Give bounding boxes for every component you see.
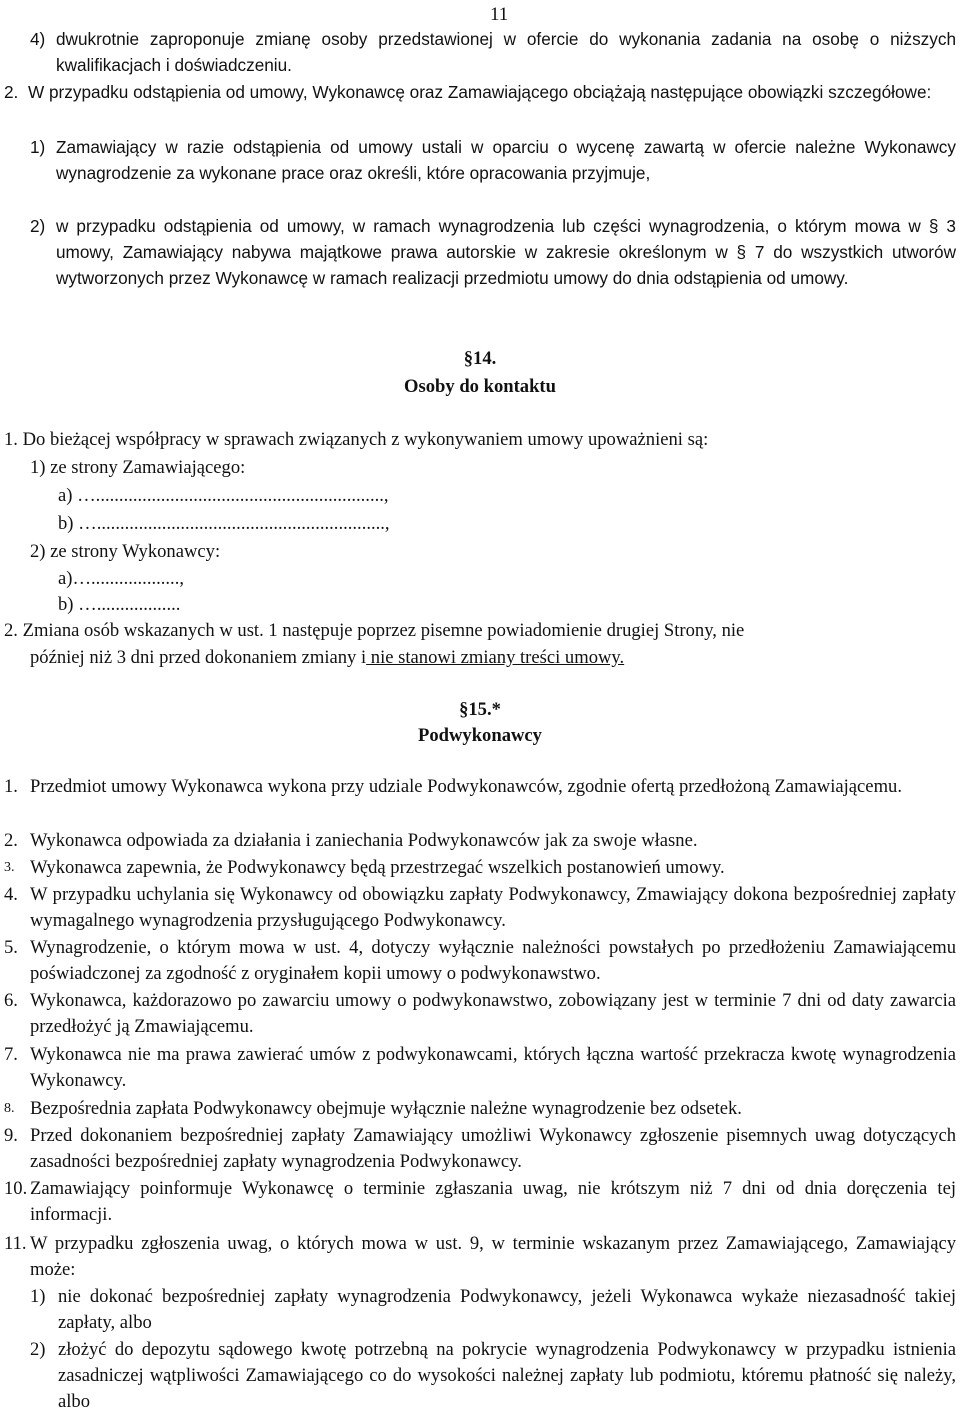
item-number: 2) — [30, 1339, 46, 1360]
item-number: 1. — [4, 776, 18, 797]
item-number: 1) — [30, 1286, 46, 1307]
item-text: W przypadku zgłoszenia uwag, o których mowa w ust. 9, w terminie wskazanym przez Zamawiającego, Zamawiający może: — [30, 1233, 956, 1280]
list-item: b) ….................. — [58, 594, 181, 615]
list-item — [30, 134, 956, 186]
list-item: a)…..................., — [58, 568, 185, 589]
section-number: §15.* — [459, 699, 501, 720]
list-item: a) ….............................................................., — [58, 485, 389, 506]
item-number: 5. — [4, 937, 18, 958]
item-text: dwukrotnie zaproponuje zmianę osoby przedstawionej w ofercie do wykonania zadania na osobę o niższych kwalifikacjach i doświadczeniu. — [56, 29, 956, 75]
item-text: Przedmiot umowy Wykonawca wykona przy udziale Podwykonawców, zgodnie ofertą przedłożoną Zamawiającemu. — [30, 776, 902, 797]
item-text: nie dokonać bezpośredniej zapłaty wynagrodzenia Podwykonawcy, jeżeli Wykonawca wykaże niezasadność takiej zapłaty, albo — [58, 1286, 956, 1333]
item-text: Wykonawca nie ma prawa zawierać umów z podwykonawcami, których łączna wartość przekracza kwotę wynagrodzenia Wykonawcy. — [30, 1044, 956, 1091]
item-text: złożyć do depozytu sądowego kwotę potrzebną na pokrycie wynagrodzenia Podwykonawcy w przypadku istnienia zasadniczej wątpliwości Zamawiającego co do wysokości należnej zapłaty lub podmiotu, któremu płatność się należy, albo — [58, 1339, 956, 1412]
item-text: Przed dokonaniem bezpośredniej zapłaty Zamawiający umożliwi Wykonawcy zgłoszenie pisemnych uwag dotyczących zasadności bezpośredniej zapłaty wynagrodzenia Podwykonawcy. — [30, 1125, 956, 1172]
paragraph-continuation — [30, 645, 624, 671]
item-text: Wykonawca, każdorazowo po zawarciu umowy o podwykonawstwo, zobowiązany jest w terminie 7 dni od daty zawarcia przedłożyć ją Zmawiającemu. — [30, 990, 956, 1037]
sub-list-item — [30, 1337, 956, 1415]
list-item — [30, 213, 956, 291]
list-item — [4, 935, 956, 987]
item-number: 9. — [4, 1125, 18, 1146]
section-title: Osoby do kontaktu — [404, 376, 556, 397]
item-text: W przypadku odstąpienia od umowy, Wykonawcę oraz Zamawiającego obciążają następujące obowiązki szczegółowe: — [28, 82, 932, 102]
sub-list-item — [30, 1284, 956, 1336]
list-item — [4, 1231, 956, 1283]
item-text: w przypadku odstąpienia od umowy, w ramach wynagrodzenia lub części wynagrodzenia, o którym mowa w § 3 umowy, Zamawiający nabywa majątkowe prawa autorskie w zakresie określonym w § 7 do wszystkich utworów wytworzonych przez Wykonawcę w ramach realizacji przedmiotu umowy do dnia odstąpienia od umowy. — [56, 216, 956, 288]
list-item — [4, 1042, 956, 1094]
list-item — [4, 1176, 956, 1228]
item-text: Zamawiający w razie odstąpienia od umowy ustali w oparciu o wycenę zawartą w ofercie należne Wykonawcy wynagrodzenie za wykonane prace oraz określi, które opracowania przyjmuje, — [56, 137, 956, 183]
item-text: Zamawiający poinformuje Wykonawcę o terminie zgłaszania uwag, nie krótszym niż 7 dni od dnia doręczenia tej informacji. — [30, 1178, 956, 1225]
item-number: 6. — [4, 990, 18, 1011]
item-text: W przypadku uchylania się Wykonawcy od obowiązku zapłaty Podwykonawcy, Zmawiający dokona bezpośredniej zapłaty wymagalnego wynagrodzenia przysługującego Podwykonawcy. — [30, 884, 956, 931]
section-title: Podwykonawcy — [418, 725, 542, 746]
item-number: 2) — [30, 216, 46, 236]
underlined-text: nie stanowi zmiany treści umowy. — [366, 647, 625, 668]
list-item — [4, 1123, 956, 1175]
item-number: 4) — [30, 29, 46, 49]
item-number: 4. — [4, 884, 18, 905]
list-item: 2) ze strony Wykonawcy: — [30, 541, 221, 562]
page-number: 11 — [490, 4, 509, 25]
item-text: Bezpośrednia zapłata Podwykonawcy obejmuje wyłącznie należne wynagrodzenie bez odsetek. — [30, 1098, 742, 1119]
list-item — [4, 882, 956, 934]
list-item — [4, 988, 956, 1040]
item-text: Wynagrodzenie, o którym mowa w ust. 4, dotyczy wyłącznie należności powstałych po przedłożeniu Zamawiającemu poświadczonej za zgodność z oryginałem kopii umowy o podwykonawstwo. — [30, 937, 956, 984]
list-item: 1) ze strony Zamawiającego: — [30, 457, 246, 478]
item-number: 2. — [4, 82, 19, 102]
paragraph-text: później niż 3 dni przed dokonaniem zmiany i — [30, 647, 367, 668]
list-item: b) ….............................................................., — [58, 513, 390, 534]
list-item — [4, 774, 956, 800]
item-number: 7. — [4, 1044, 18, 1065]
item-number: 10. — [4, 1178, 28, 1199]
list-item — [4, 1096, 956, 1122]
item-number: 8. — [4, 1101, 15, 1116]
list-item — [30, 26, 956, 78]
item-number: 3. — [4, 860, 15, 875]
list-item — [4, 79, 956, 105]
item-text: Wykonawca zapewnia, że Podwykonawcy będą przestrzegać wszelkich postanowień umowy. — [30, 857, 725, 878]
item-number: 11. — [4, 1233, 27, 1254]
item-text: Wykonawca odpowiada za działania i zaniechania Podwykonawców jak za swoje własne. — [30, 830, 698, 851]
item-number: 2. — [4, 830, 18, 851]
paragraph: 1. Do bieżącej współpracy w sprawach związanych z wykonywaniem umowy upoważnieni są: — [4, 429, 709, 450]
paragraph: 2. Zmiana osób wskazanych w ust. 1 następuje poprzez pisemne powiadomienie drugiej Strony, nie — [4, 620, 745, 641]
list-item — [4, 855, 956, 881]
list-item — [4, 828, 956, 854]
item-number: 1) — [30, 137, 46, 157]
section-number: §14. — [463, 348, 497, 369]
